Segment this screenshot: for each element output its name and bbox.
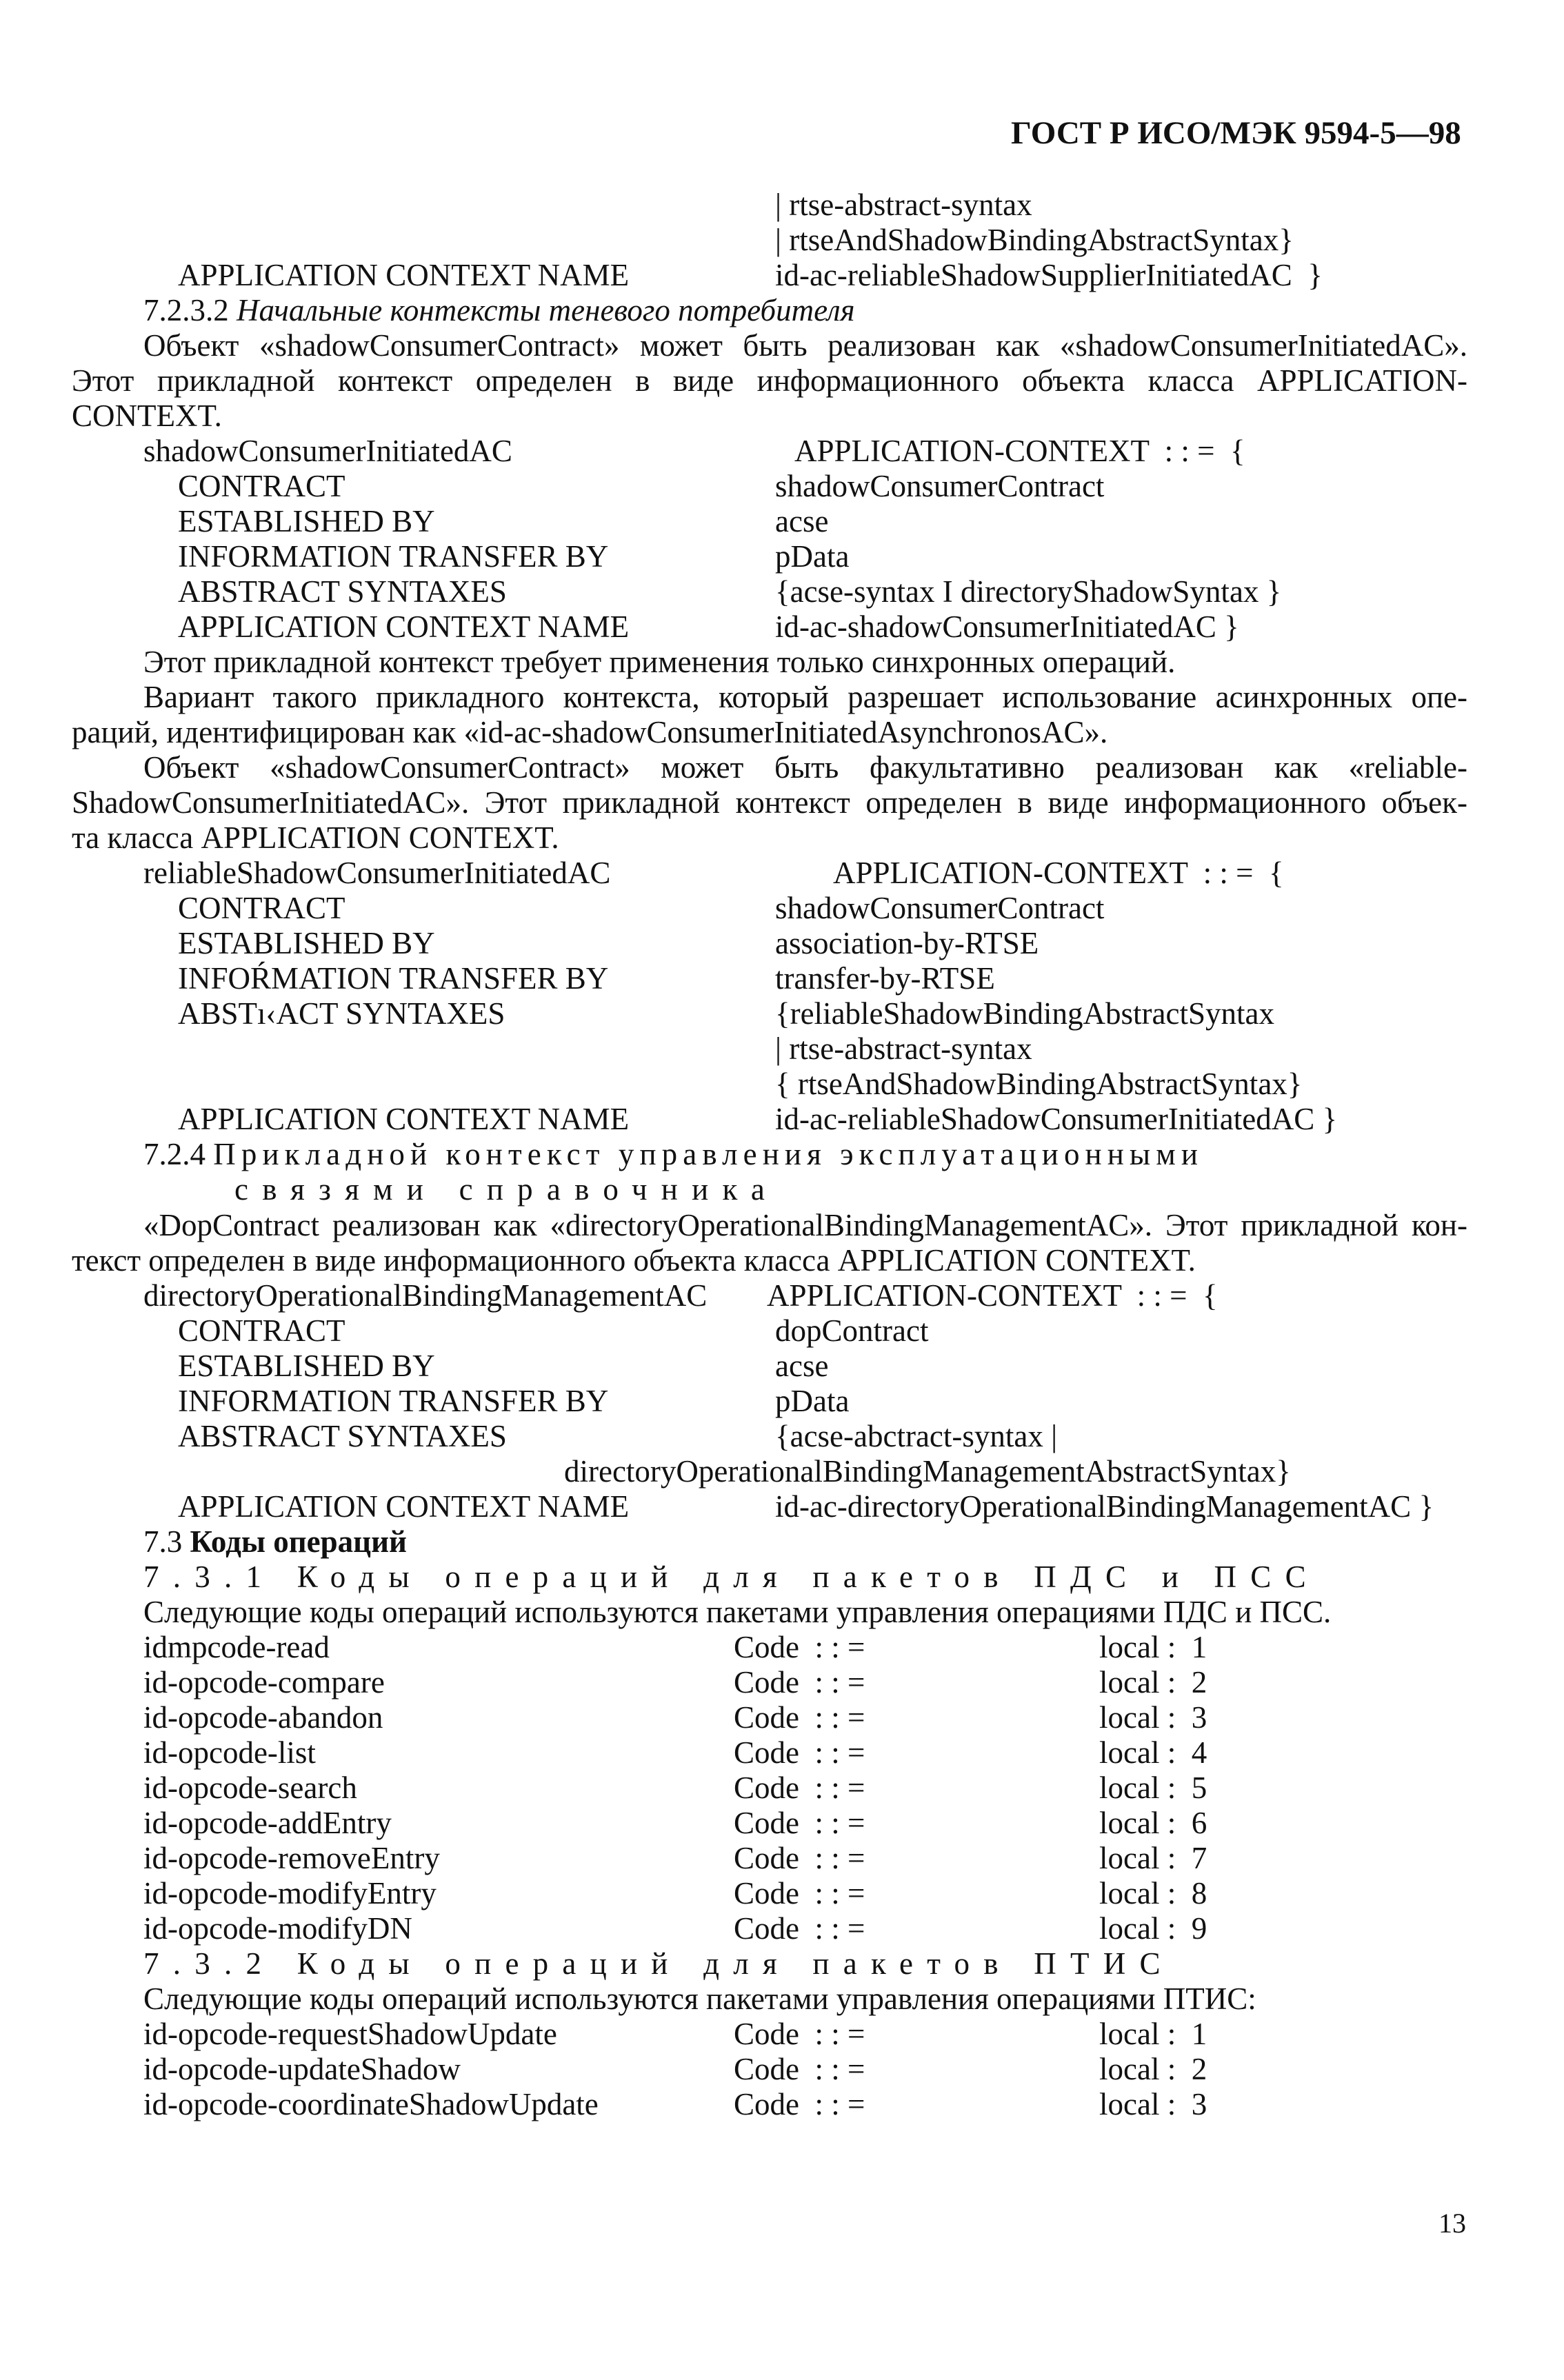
paragraph-line: Следующие коды операций используются пакетами управления операциями ПТИС: (143, 1981, 1256, 2016)
code-assign: Code : : = (734, 1806, 865, 1840)
code-assign: Code : : = (734, 2052, 865, 2086)
field-label: CONTRACT (178, 1313, 345, 1348)
field-value: transfer-by-RTSE (775, 961, 995, 996)
field-value: dopContract (775, 1313, 929, 1348)
field-label: ABSTRACT SYNTAXES (178, 574, 507, 609)
field-label: CONTRACT (178, 891, 345, 925)
definition-head: APPLICATION-CONTEXT : : = { (833, 856, 1284, 890)
code-value: local : 8 (1099, 1876, 1207, 1910)
code-name: id-opcode-coordinateShadowUpdate (143, 2087, 599, 2121)
code-value: local : 4 (1099, 1735, 1207, 1770)
field-label: INFORMATION TRANSFER BY (178, 539, 609, 574)
field-label: CONTRACT (178, 469, 345, 503)
field-value: pData (775, 1384, 850, 1418)
field-value: id-ac-directoryOperationalBindingManagementAC } (775, 1489, 1434, 1524)
paragraph-line: Объект «shadowConsumerContract» может быть факультативно реализован как «reliable- (143, 750, 1467, 785)
code-name: id-opcode-modifyDN (143, 1911, 412, 1946)
code-name: id-opcode-compare (143, 1665, 385, 1700)
field-value: {reliableShadowBindingAbstractSyntax (775, 996, 1274, 1031)
field-value: id-ac-reliableShadowSupplierInitiatedAC } (775, 258, 1323, 292)
code-assign: Code : : = (734, 2087, 865, 2121)
paragraph-line: текст определен в виде информационного объекта класса APPLICATION CONTEXT. (72, 1243, 1196, 1278)
field-label: INFOŔMATION TRANSFER BY (178, 961, 609, 996)
code-name: id-opcode-removeEntry (143, 1841, 440, 1875)
code-name: idmpcode-read (143, 1630, 330, 1664)
field-value: | rtse-abstract-syntax (775, 1031, 1032, 1066)
paragraph-line: Этот прикладной контекст требует применения только синхронных операций. (143, 645, 1176, 679)
field-label: ESTABLISHED BY (178, 504, 435, 538)
code-line: | rtse-abstract-syntax (775, 188, 1032, 222)
definition-name: shadowConsumerInitiatedAC (143, 434, 512, 468)
page-number: 13 (1438, 2208, 1466, 2239)
code-value: local : 1 (1099, 2017, 1207, 2051)
field-label: ESTABLISHED BY (178, 1349, 435, 1383)
paragraph-line: Вариант такого прикладного контекста, который разрешает использование асинхронных опе- (143, 680, 1467, 714)
field-label: INFORMATION TRANSFER BY (178, 1384, 609, 1418)
field-label: APPLICATION CONTEXT NAME (178, 258, 630, 292)
section-title: Коды операций (190, 1524, 407, 1559)
field-label: APPLICATION CONTEXT NAME (178, 1102, 630, 1136)
code-value: local : 3 (1099, 1700, 1207, 1735)
code-value: local : 3 (1099, 2087, 1207, 2121)
section-heading: 7.3.1 Коды операций для пакетов ПДС и ПСС (143, 1560, 1320, 1594)
code-value: local : 9 (1099, 1911, 1207, 1946)
code-name: id-opcode-updateShadow (143, 2052, 461, 2086)
code-value: local : 6 (1099, 1806, 1207, 1840)
code-name: id-opcode-modifyEntry (143, 1876, 437, 1910)
code-name: id-opcode-search (143, 1771, 357, 1805)
field-label: APPLICATION CONTEXT NAME (178, 609, 630, 644)
field-label: ABSTı‹ACT SYNTAXES (178, 996, 505, 1031)
code-name: id-opcode-list (143, 1735, 316, 1770)
code-value: local : 2 (1099, 1665, 1207, 1700)
code-assign: Code : : = (734, 1771, 865, 1805)
section-title: Начальные контексты теневого потребителя (237, 293, 855, 327)
code-name: id-opcode-requestShadowUpdate (143, 2017, 557, 2051)
section-heading (143, 293, 855, 327)
paragraph-line: CONTEXT. (72, 399, 222, 433)
paragraph-line: Этот прикладной контекст определен в виде информационного объекта класса APPLICATION- (72, 363, 1467, 398)
code-assign: Code : : = (734, 1911, 865, 1946)
section-number: 7.2.4 (143, 1137, 205, 1171)
field-value: id-ac-reliableShadowConsumerInitiatedAC } (775, 1102, 1338, 1136)
code-assign: Code : : = (734, 2017, 865, 2051)
section-number: 7.2.3.2 (143, 293, 229, 327)
section-heading (143, 1137, 1467, 1171)
field-value: association-by-RTSE (775, 926, 1039, 960)
field-value: { rtseAndShadowBindingAbstractSyntax} (775, 1067, 1303, 1101)
page-header: ГОСТ Р ИСО/МЭК 9594-5—98 (1011, 115, 1461, 151)
code-value: local : 7 (1099, 1841, 1207, 1875)
paragraph-line: «DopContract реализован как «directoryOperationalBindingManagementAC». Этот прикладной кон- (143, 1208, 1467, 1242)
code-assign: Code : : = (734, 1700, 865, 1735)
paragraph-line: та класса APPLICATION CONTEXT. (72, 820, 559, 855)
field-value: {acse-syntax I directoryShadowSyntax } (775, 574, 1282, 609)
section-number: 7.3 (143, 1524, 183, 1559)
code-name: id-opcode-addEntry (143, 1806, 392, 1840)
definition-name: reliableShadowConsumerInitiatedAC (143, 856, 611, 890)
paragraph-line: раций, идентифицирован как «id-ac-shadowConsumerInitiatedAsynchronosAC». (72, 715, 1108, 749)
definition-head: APPLICATION-CONTEXT : : = { (794, 434, 1245, 468)
code-assign: Code : : = (734, 1841, 865, 1875)
code-name: id-opcode-abandon (143, 1700, 383, 1735)
section-title: Прикладной контекст управления эксплуатационными (213, 1137, 1204, 1171)
code-assign: Code : : = (734, 1876, 865, 1910)
field-label: ESTABLISHED BY (178, 926, 435, 960)
code-value: local : 5 (1099, 1771, 1207, 1805)
field-value: pData (775, 539, 850, 574)
field-value: acse (775, 504, 829, 538)
field-value: shadowConsumerContract (775, 469, 1105, 503)
definition-head: APPLICATION-CONTEXT : : = { (767, 1278, 1218, 1313)
code-value: local : 2 (1099, 2052, 1207, 2086)
code-line: | rtseAndShadowBindingAbstractSyntax} (775, 223, 1294, 257)
field-value: id-ac-shadowConsumerInitiatedAC } (775, 609, 1239, 644)
paragraph-line: ShadowConsumerInitiatedAC». Этот прикладной контекст определен в виде информационного объек- (72, 785, 1467, 820)
field-value: directoryOperationalBindingManagementAbstractSyntax} (564, 1454, 1291, 1489)
section-heading: 7.3.2 Коды операций для пакетов ПТИС (143, 1946, 1174, 1981)
code-assign: Code : : = (734, 1665, 865, 1700)
field-value: acse (775, 1349, 829, 1383)
field-value: {acse-abctract-syntax | (775, 1419, 1058, 1453)
code-value: local : 1 (1099, 1630, 1207, 1664)
definition-name: directoryOperationalBindingManagementAC (143, 1278, 708, 1313)
section-title-cont: связями справочника (234, 1172, 779, 1207)
code-assign: Code : : = (734, 1630, 865, 1664)
paragraph-line: Следующие коды операций используются пакетами управления операциями ПДС и ПСС. (143, 1595, 1332, 1629)
field-label: APPLICATION CONTEXT NAME (178, 1489, 630, 1524)
field-label: ABSTRACT SYNTAXES (178, 1419, 507, 1453)
paragraph-line: Объект «shadowConsumerContract» может быть реализован как «shadowConsumerInitiatedAC». (143, 328, 1467, 363)
section-heading (143, 1524, 407, 1559)
field-value: shadowConsumerContract (775, 891, 1105, 925)
code-assign: Code : : = (734, 1735, 865, 1770)
